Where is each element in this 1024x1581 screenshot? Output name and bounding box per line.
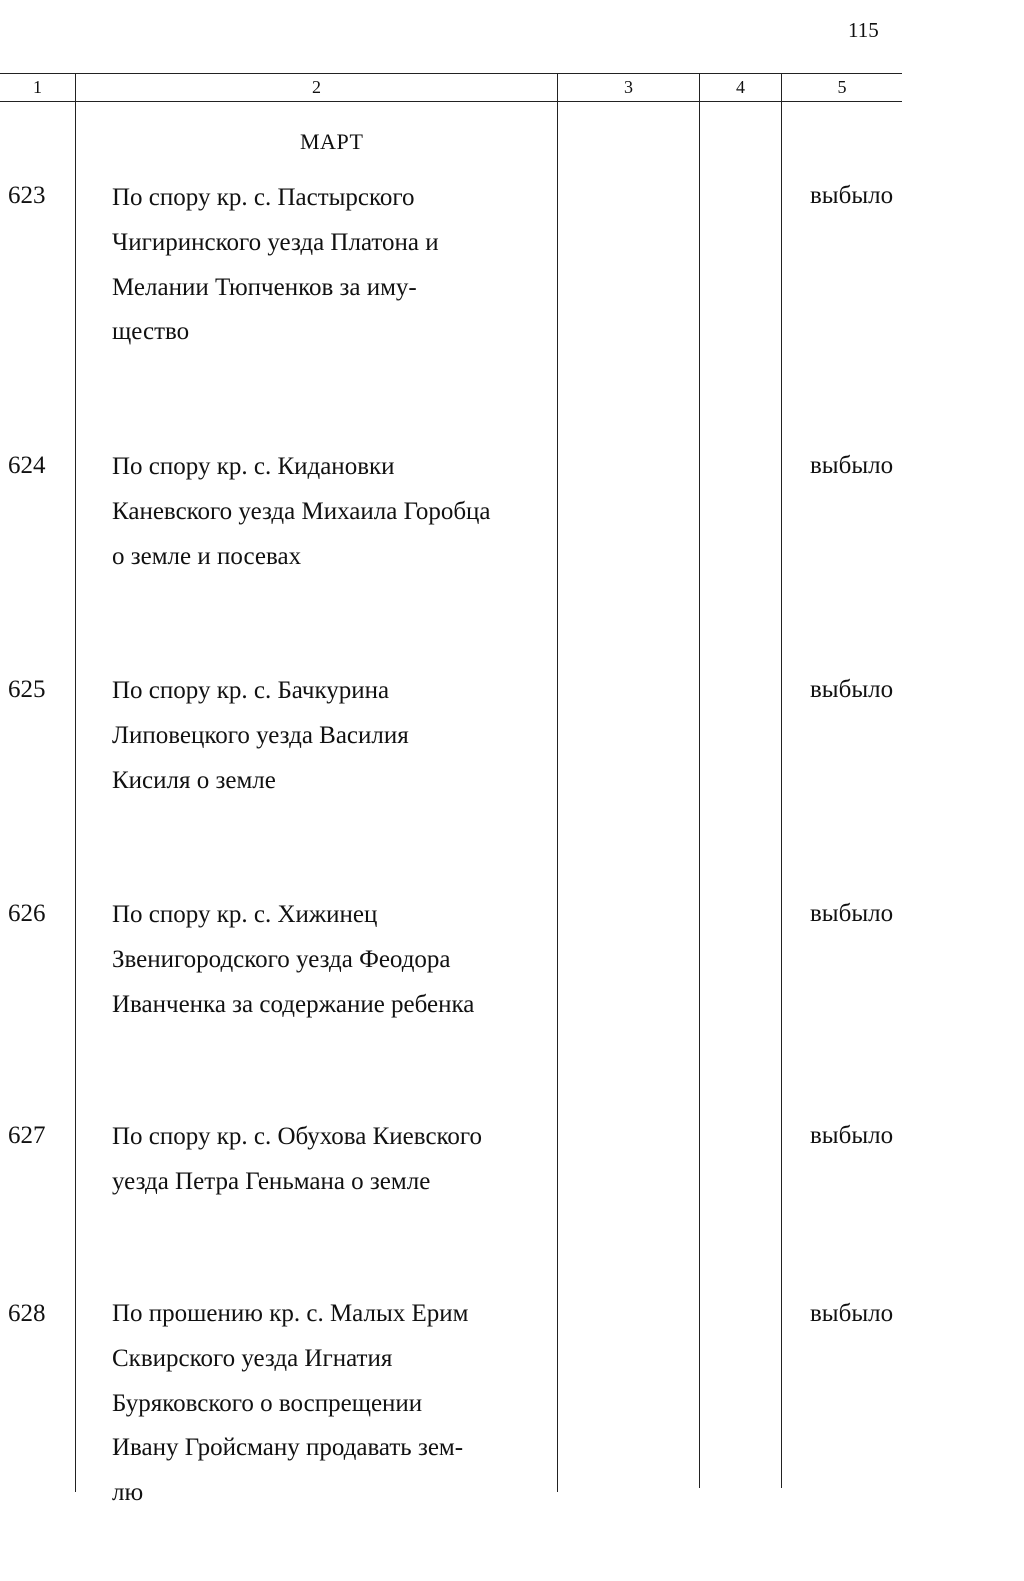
entry-number: 627 — [8, 1122, 46, 1149]
entry-number: 625 — [8, 676, 46, 703]
entry-description — [112, 1115, 526, 1205]
entry-number: 628 — [8, 1300, 46, 1327]
entry-line: Звенигородского уезда Феодора — [112, 945, 451, 973]
column-divider-3 — [699, 73, 700, 1488]
entry-description — [112, 176, 526, 355]
column-header-4: 4 — [736, 77, 745, 97]
entry-line: Сквирского уезда Игнатия — [112, 1344, 393, 1372]
entry-line: По спору кр. с. Пастырского — [112, 184, 415, 211]
entry-line: По спору кр. с. Хижинец — [112, 901, 378, 928]
entry-line: По спору кр. с. Бачкурина — [112, 677, 390, 704]
entry-description — [112, 669, 526, 803]
entry-line: уезда Петра Геньмана о земле — [112, 1167, 431, 1195]
entry-line: о земле и посевах — [112, 542, 302, 570]
entry-line: Буряковского о воспрещении — [112, 1389, 423, 1417]
entry-number: 626 — [8, 900, 46, 927]
table-top-rule — [0, 73, 902, 74]
table-header-rule — [0, 101, 902, 102]
entry-line: Каневского уезда Михаила Горобца — [112, 497, 491, 525]
entry-line: щество — [112, 318, 190, 346]
entry-description — [112, 445, 526, 579]
entry-line: По спору кр. с. Кидановки — [112, 453, 395, 480]
entry-line: По спору кр. с. Обухова Киевского — [112, 1123, 483, 1150]
entry-line: Липовецкого уезда Василия — [112, 721, 409, 749]
entry-line: По прошению кр. с. Малых Ерим — [112, 1300, 469, 1327]
column-divider-4 — [781, 73, 782, 1488]
column-divider-1 — [75, 73, 76, 1492]
entry-status: выбыло — [810, 1122, 894, 1149]
column-header-5: 5 — [837, 77, 847, 97]
column-header-2: 2 — [312, 77, 321, 97]
entry-line: Иванченка за содержание ребенка — [112, 990, 475, 1018]
entry-description — [112, 1292, 526, 1516]
entry-line: лю — [112, 1479, 144, 1507]
column-header-1: 1 — [33, 77, 42, 97]
entry-line: Мелании Тюпченков за иму- — [112, 273, 417, 301]
entry-number: 623 — [8, 182, 46, 209]
page-number: 115 — [848, 18, 879, 42]
entry-number: 624 — [8, 452, 46, 479]
column-header-3: 3 — [624, 77, 633, 97]
entry-status: выбыло — [810, 676, 894, 703]
entry-line: Чигиринского уезда Платона и — [112, 228, 439, 256]
entry-status: выбыло — [810, 182, 894, 209]
entry-description — [112, 893, 526, 1027]
entry-status: выбыло — [810, 900, 894, 927]
column-divider-2 — [557, 73, 558, 1492]
entry-status: выбыло — [810, 1300, 894, 1327]
entry-status: выбыло — [810, 452, 894, 479]
month-heading: МАРТ — [300, 129, 364, 154]
entry-line: Ивану Гройсману продавать зем- — [112, 1434, 464, 1462]
entry-line: Кисиля о земле — [112, 766, 276, 794]
